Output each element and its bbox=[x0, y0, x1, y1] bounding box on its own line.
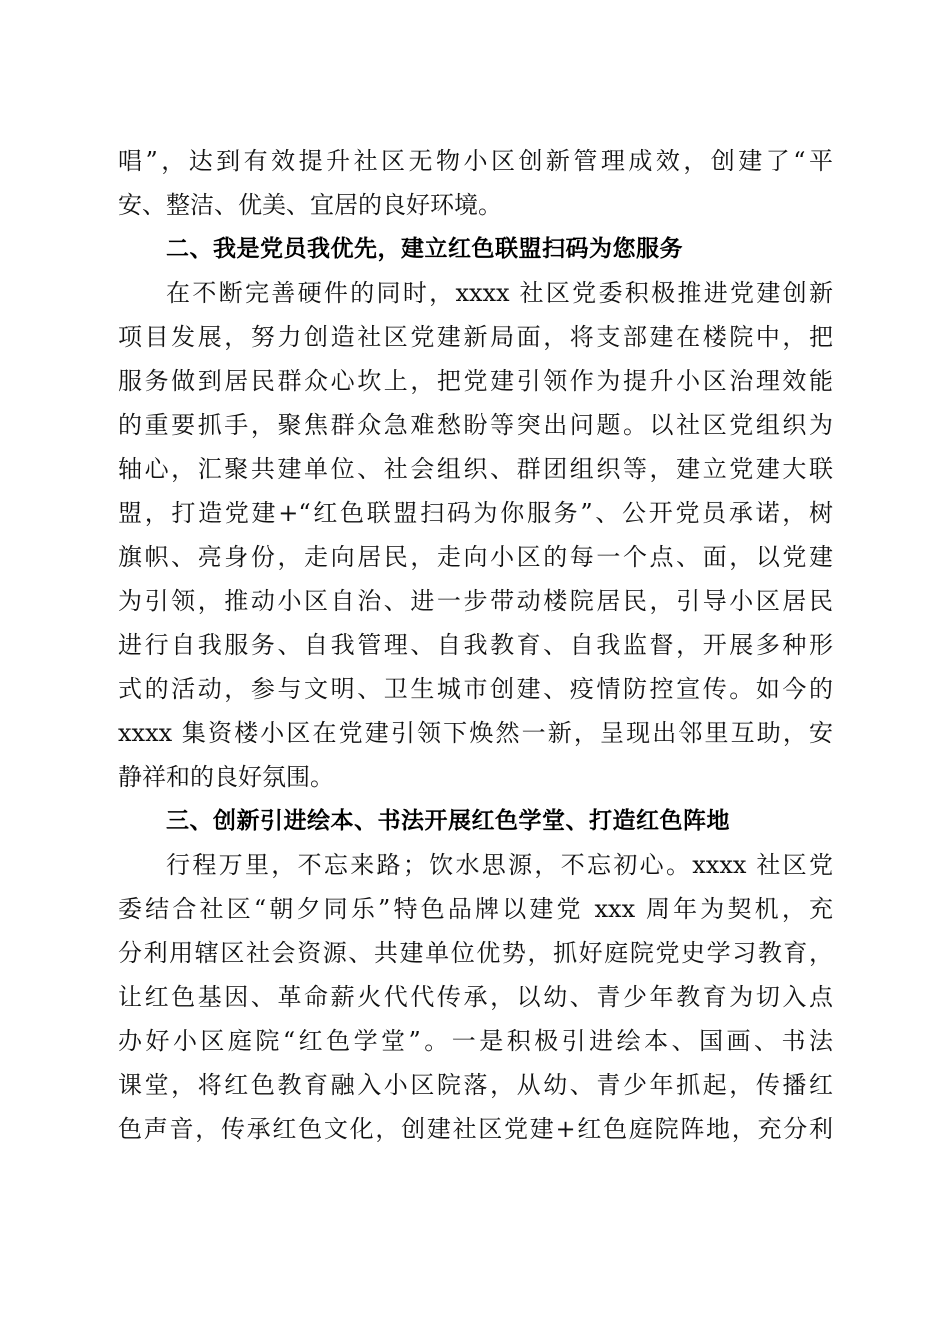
paragraph-line: 分利用辖区社会资源、共建单位优势，抓好庭院党史学习教育， bbox=[118, 939, 833, 967]
paragraph-line: 安、整洁、优美、宜居的良好环境。 bbox=[118, 191, 502, 219]
section-heading-2: 二、我是党员我优先，建立红色联盟扫码为您服务 bbox=[166, 236, 683, 262]
paragraph-line: 静祥和的良好氛围。 bbox=[118, 763, 334, 791]
paragraph-line: 服务做到居民群众心坎上，把党建引领作为提升小区治理效能 bbox=[118, 367, 833, 395]
paragraph-line: 盟，打造党建+“红色联盟扫码为你服务”、公开党员承诺，树 bbox=[118, 499, 833, 527]
paragraph-line: 唱”，达到有效提升社区无物小区创新管理成效，创建了“平 bbox=[118, 147, 833, 175]
paragraph-line: 委结合社区“朝夕同乐”特色品牌以建党 xxx 周年为契机，充 bbox=[118, 895, 833, 923]
paragraph-line: 在不断完善硬件的同时，xxxx 社区党委积极推进党建创新 bbox=[166, 279, 833, 307]
paragraph-line: 让红色基因、革命薪火代代传承，以幼、青少年教育为切入点 bbox=[118, 983, 833, 1011]
paragraph-line: 色声音，传承红色文化，创建社区党建+红色庭院阵地，充分利 bbox=[118, 1115, 833, 1143]
paragraph-line: 的重要抓手，聚焦群众急难愁盼等突出问题。以社区党组织为 bbox=[118, 411, 833, 439]
paragraph-line: 为引领，推动小区自治、进一步带动楼院居民，引导小区居民 bbox=[118, 587, 833, 615]
document-body bbox=[118, 139, 833, 1151]
paragraph-line: 旗帜、亮身份，走向居民，走向小区的每一个点、面，以党建 bbox=[118, 543, 833, 571]
paragraph-line: 行程万里，不忘来路；饮水思源，不忘初心。xxxx 社区党 bbox=[166, 851, 833, 879]
paragraph-line: 项目发展，努力创造社区党建新局面，将支部建在楼院中，把 bbox=[118, 323, 833, 351]
paragraph-line: 轴心，汇聚共建单位、社会组织、群团组织等，建立党建大联 bbox=[118, 455, 833, 483]
paragraph-line: 课堂，将红色教育融入小区院落，从幼、青少年抓起，传播红 bbox=[118, 1071, 833, 1099]
paragraph-line: 式的活动，参与文明、卫生城市创建、疫情防控宣传。如今的 bbox=[118, 675, 833, 703]
section-heading-3: 三、创新引进绘本、书法开展红色学堂、打造红色阵地 bbox=[166, 808, 730, 834]
paragraph-line: xxxx 集资楼小区在党建引领下焕然一新，呈现出邻里互助，安 bbox=[118, 719, 833, 747]
paragraph-line: 办好小区庭院“红色学堂”。一是积极引进绘本、国画、书法 bbox=[118, 1027, 833, 1055]
paragraph-line: 进行自我服务、自我管理、自我教育、自我监督，开展多种形 bbox=[118, 631, 833, 659]
